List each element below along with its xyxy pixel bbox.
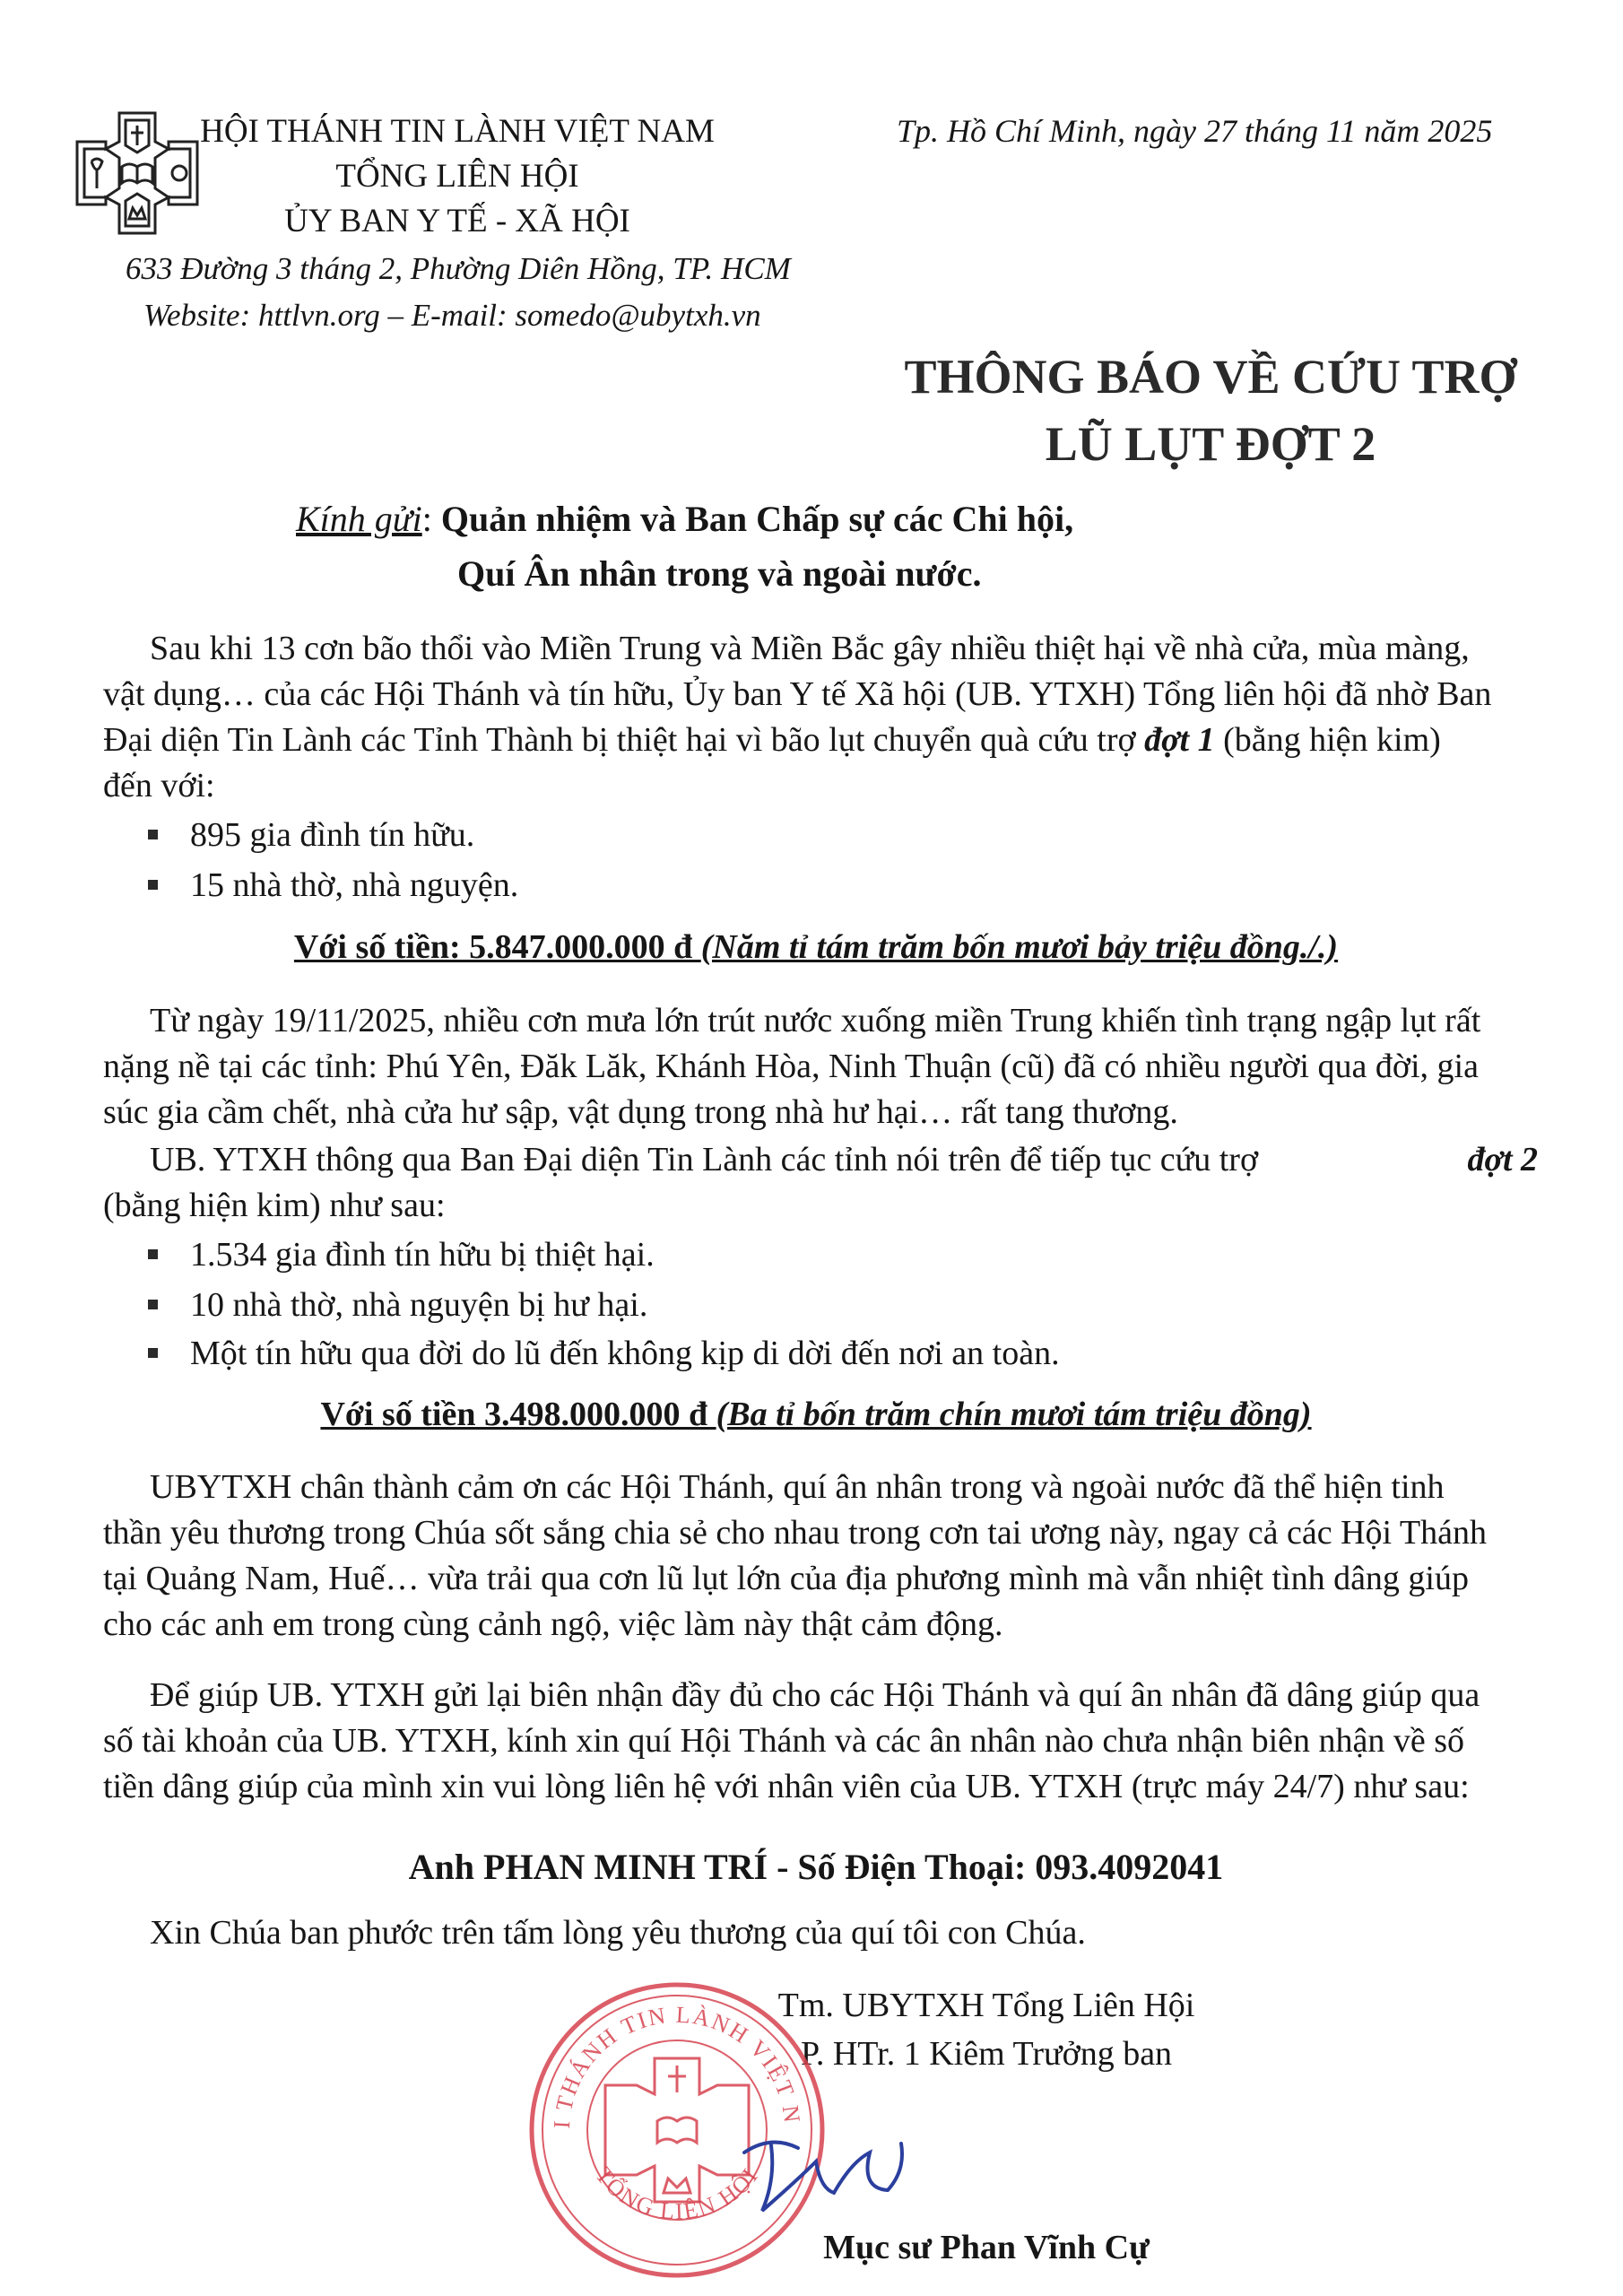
bullet-icon: [148, 880, 158, 890]
document-date: Tp. Hồ Chí Minh, ngày 27 tháng 11 năm 2025: [897, 113, 1493, 149]
salutation: Kính gửi: Quản nhiệm và Ban Chấp sự các Chi hội,: [296, 499, 1074, 539]
list-item: 15 nhà thờ, nhà nguyện.: [148, 863, 518, 909]
signatory-name: Mục sư Phan Vĩnh Cự: [823, 2229, 1150, 2266]
signature-title: Tm. UBYTXH Tổng Liên Hội: [777, 1987, 1195, 2024]
contact-line: Anh PHAN MINH TRÍ - Số Điện Thoại: 093.4092041: [408, 1847, 1224, 1887]
committee-name: ỦY BAN Y TẾ - XÃ HỘI: [284, 203, 630, 239]
paragraph-receipt: Để giúp UB. YTXH gửi lại biên nhận đầy đủ cho các Hội Thánh và quí ân nhân đã dâng giúp qua số tài khoản của UB. YTXH, kính xin quí Hội Thánh và các ân nhân nào chưa nhận biên nhận về số tiền dâng giúp của mình xin vui lòng liên hệ với nhân viên của UB. YTXH (trực máy 24/7) như sau:: [103, 1676, 1480, 1805]
salutation-label: Kính gửi: [296, 499, 422, 539]
paragraph-flood: Từ ngày 19/11/2025, nhiều cơn mưa lớn trút nước xuống miền Trung khiến tình trạng ngập lụt rất nặng nề tại các tỉnh: Phú Yên, Đăk Lăk, Khánh Hòa, Ninh Thuận (cũ) đã có nhiều người qua đời, gia súc gia cầm chết, nhà cửa hư sập, vật dụng trong nhà hư hại… rất tang thương.: [103, 1002, 1481, 1131]
document-title: THÔNG BÁO VỀ CỨU TRỢ: [904, 350, 1517, 404]
bullet-icon: [148, 1300, 158, 1309]
batch2-amount: Với số tiền 3.498.000.000 đ (Ba tỉ bốn trăm chín mươi tám triệu đồng): [320, 1396, 1312, 1433]
batch1-amount: Với số tiền: 5.847.000.000 đ (Năm tỉ tám trăm bốn mươi bảy triệu đồng./.): [293, 928, 1339, 966]
paragraph-intro: Sau khi 13 cơn bão thổi vào Miền Trung và Miền Bắc gây nhiều thiệt hại về nhà cửa, mùa màng, vật dụng… của các Hội Thánh và tín hữu, Ủy ban Y tế Xã hội (UB. YTXH) Tổng liên hội đã nhờ Ban Đại diện Tin Lành các Tỉnh Thành bị thiệt hại vì bão lụt chuyển quà cứu trợ đợt 1 (bằng hiện kim) đến với:: [103, 630, 1492, 804]
list-item: 1.534 gia đình tín hữu bị thiệt hại.: [148, 1232, 655, 1278]
document-subtitle: LŨ LỤT ĐỢT 2: [1045, 417, 1376, 471]
list-item: Một tín hữu qua đời do lũ đến không kịp di dời đến nơi an toàn.: [148, 1331, 1060, 1377]
list-item: 10 nhà thờ, nhà nguyện bị hư hại.: [148, 1283, 647, 1328]
bullet-icon: [148, 1249, 158, 1259]
org-subname: TỔNG LIÊN HỘI: [335, 158, 579, 195]
paragraph-thanks: UBYTXH chân thành cảm ơn các Hội Thánh, quí ân nhân trong và ngoài nước đã thể hiện tinh thần yêu thương trong Chúa sốt sắng chia sẻ cho nhau trong cơn tai ương này, ngay cả các Hội Thánh tại Quảng Nam, Huế… vừa trải qua cơn lũ lụt lớn của địa phương mình mà vẫn nhiệt tình dâng giúp cho các anh em trong cùng cảnh ngộ, việc làm này thật cảm động.: [103, 1468, 1487, 1643]
handwritten-signature: [735, 2126, 915, 2224]
paragraph-batch2: UB. YTXH thông qua Ban Đại diện Tin Lành các tỉnh nói trên để tiếp tục cứu trợ đợt 2 (bằng hiện kim) như sau:: [103, 1141, 1538, 1224]
list-item: 895 gia đình tín hữu.: [148, 813, 474, 858]
stamp-bottom-text: TỔNG LIÊN HỘI: [590, 2161, 764, 2225]
bullet-icon: [148, 830, 158, 839]
bullet-icon: [148, 1348, 158, 1358]
stamp-ring-text: I THÁNH TIN LÀNH VIỆT N: [548, 2001, 806, 2130]
recipient-line-2: Quí Ân nhân trong và ngoài nước.: [457, 553, 982, 594]
org-name: HỘI THÁNH TIN LÀNH VIỆT NAM: [200, 113, 715, 150]
org-address: 633 Đường 3 tháng 2, Phường Diên Hồng, TP. HCM: [126, 251, 791, 286]
blessing: Xin Chúa ban phước trên tấm lòng yêu thương của quí tôi con Chúa.: [150, 1914, 1086, 1952]
recipient-line-1: Quản nhiệm và Ban Chấp sự các Chi hội,: [440, 499, 1074, 539]
signature-role: P. HTr. 1 Kiêm Trưởng ban: [800, 2035, 1173, 2073]
org-contact: Website: httlvn.org – E-mail: somedo@ubytxh.vn: [143, 298, 761, 333]
